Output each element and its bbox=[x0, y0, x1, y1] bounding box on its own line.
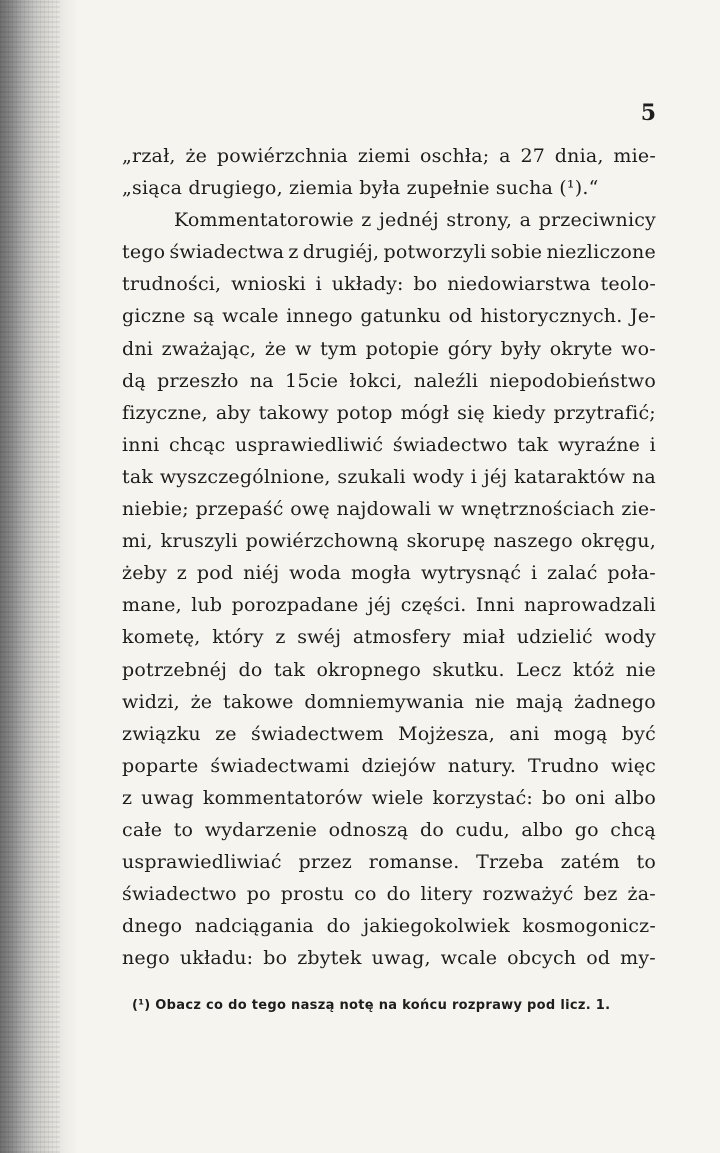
text-line: świadectwo po prostu co do litery rozważyć bez ża- bbox=[122, 883, 656, 906]
text-line: Kommentatorowie z jednéj strony, a przeciwnicy bbox=[174, 209, 656, 232]
body-text bbox=[122, 140, 656, 974]
text-line: dni zważając, że w tym potopie góry były okryte wo- bbox=[122, 337, 656, 360]
text-line: potrzebnéj do tak okropnego skutku. Lecz któż nie bbox=[122, 658, 656, 681]
text-line: trudności, wnioski i układy: bo niedowiarstwa teolo- bbox=[122, 273, 656, 296]
text-line: tak wyszczególnione, szukali wody i jéj kataraktów na bbox=[122, 465, 656, 488]
text-line: „rzał, że powiérzchnia ziemi oschła; a 27 dnia, mie- bbox=[122, 145, 656, 167]
text-line: dą przeszło na 15cie łokci, naleźli niepodobieństwo bbox=[122, 369, 656, 392]
text-line: „siąca drugiego, ziemia była zupełnie sucha (¹).“ bbox=[122, 177, 599, 200]
text-line: dnego nadciągania do jakiegokolwiek kosmogonicz- bbox=[122, 915, 656, 938]
text-line: widzi, że takowe domniemywania nie mają żadnego bbox=[122, 690, 656, 713]
text-line: całe to wydarzenie odnoszą do cudu, albo go chcą bbox=[122, 818, 656, 841]
gutter-texture bbox=[0, 0, 60, 1153]
text-line: fizyczne, aby takowy potop mógł się kiedy przytrafić; bbox=[122, 401, 656, 424]
text-line: poparte świadectwami dziejów natury. Trudno więc bbox=[122, 754, 656, 777]
text-line: nego układu: bo zbytek uwag, wcale obcych od my- bbox=[122, 947, 656, 970]
text-line: mi, kruszyli powiérzchowną skorupę naszego okręgu, bbox=[122, 530, 656, 553]
text-line: żeby z pod niéj woda mogła wytrysnąć i zalać poła- bbox=[122, 562, 656, 585]
text-line: giczne są wcale innego gatunku od historycznych. Je- bbox=[122, 305, 656, 328]
text-line: z uwag kommentatorów wiele korzystać: bo oni albo bbox=[122, 786, 656, 809]
text-line: niebie; przepaść owę najdowali w wnętrznościach zie- bbox=[122, 498, 656, 521]
binding-gutter bbox=[0, 0, 78, 1153]
text-line: inni chcąc usprawiedliwić świadectwo tak wyraźne i bbox=[122, 433, 656, 456]
text-line: usprawiedliwiać przez romanse. Trzeba zatém to bbox=[122, 851, 656, 874]
text-line: kometę, który z swéj atmosfery miał udzielić wody bbox=[122, 626, 656, 649]
footnote: (¹) Obacz co do tego naszą notę na końcu rozprawy pod licz. 1. bbox=[132, 998, 611, 1013]
page-number: 5 bbox=[640, 100, 656, 126]
text-line: tego świadectwa z drugiéj, potworzyli sobie niezliczone bbox=[122, 241, 656, 264]
text-line: mane, lub porozpadane jéj części. Inni naprowadzali bbox=[122, 594, 656, 617]
text-line: związku ze świadectwem Mojżesza, ani mogą być bbox=[122, 722, 656, 745]
